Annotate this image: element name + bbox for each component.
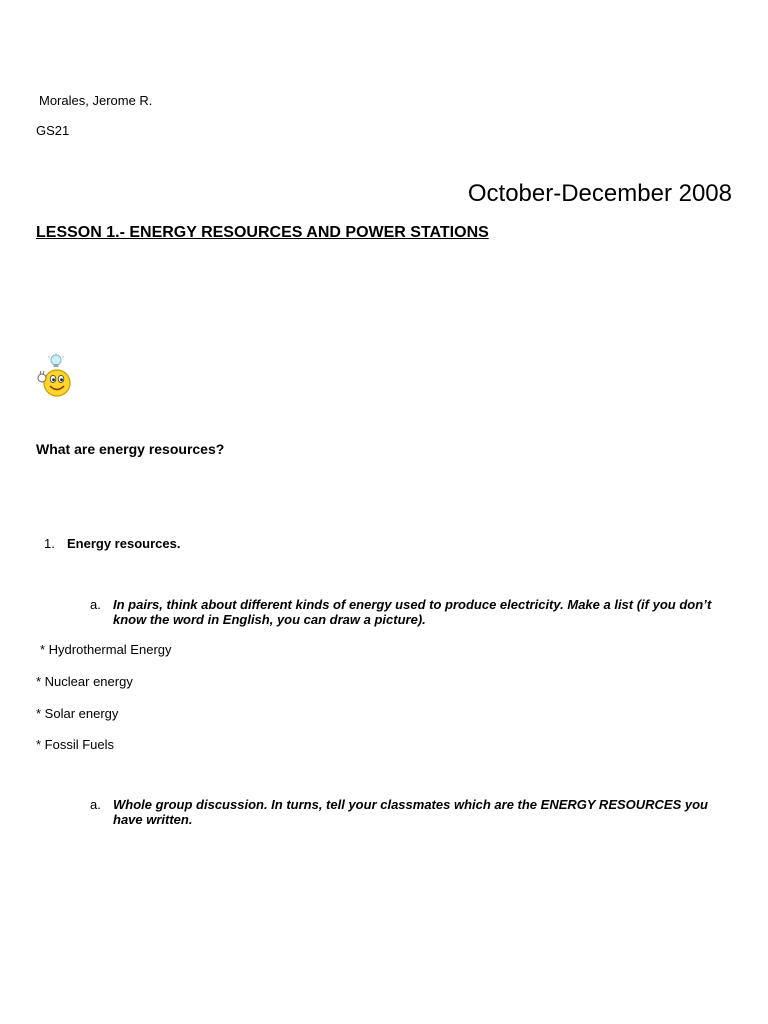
list-item: * Hydrothermal Energy xyxy=(40,642,172,657)
activity-marker: a. xyxy=(90,597,101,612)
section-energy-resources xyxy=(44,536,180,551)
activity-group-discussion xyxy=(90,797,738,827)
section-number: 1. xyxy=(44,536,55,551)
course-code: GS21 xyxy=(36,123,70,138)
activity-pairs-list xyxy=(90,597,738,627)
activity-text: In pairs, think about different kinds of energy used to produce electricity. Make a list (if you don’t know the word in English, you can draw a picture). xyxy=(113,597,712,627)
list-item: * Solar energy xyxy=(36,706,119,721)
author-name: Morales, Jerome R. xyxy=(39,93,153,108)
lesson-title: LESSON 1.- ENERGY RESOURCES AND POWER STATIONS xyxy=(36,224,489,241)
smiley-lightbulb-icon xyxy=(34,353,74,399)
date-range: October-December 2008 xyxy=(467,180,732,207)
section-title: Energy resources. xyxy=(67,536,181,551)
activity-text: Whole group discussion. In turns, tell your classmates which are the ENERGY RESOURCES you have written. xyxy=(113,797,708,827)
activity-marker: a. xyxy=(90,797,101,812)
question-heading: What are energy resources? xyxy=(36,441,225,457)
list-item: * Fossil Fuels xyxy=(36,737,115,752)
list-item: * Nuclear energy xyxy=(36,674,133,689)
